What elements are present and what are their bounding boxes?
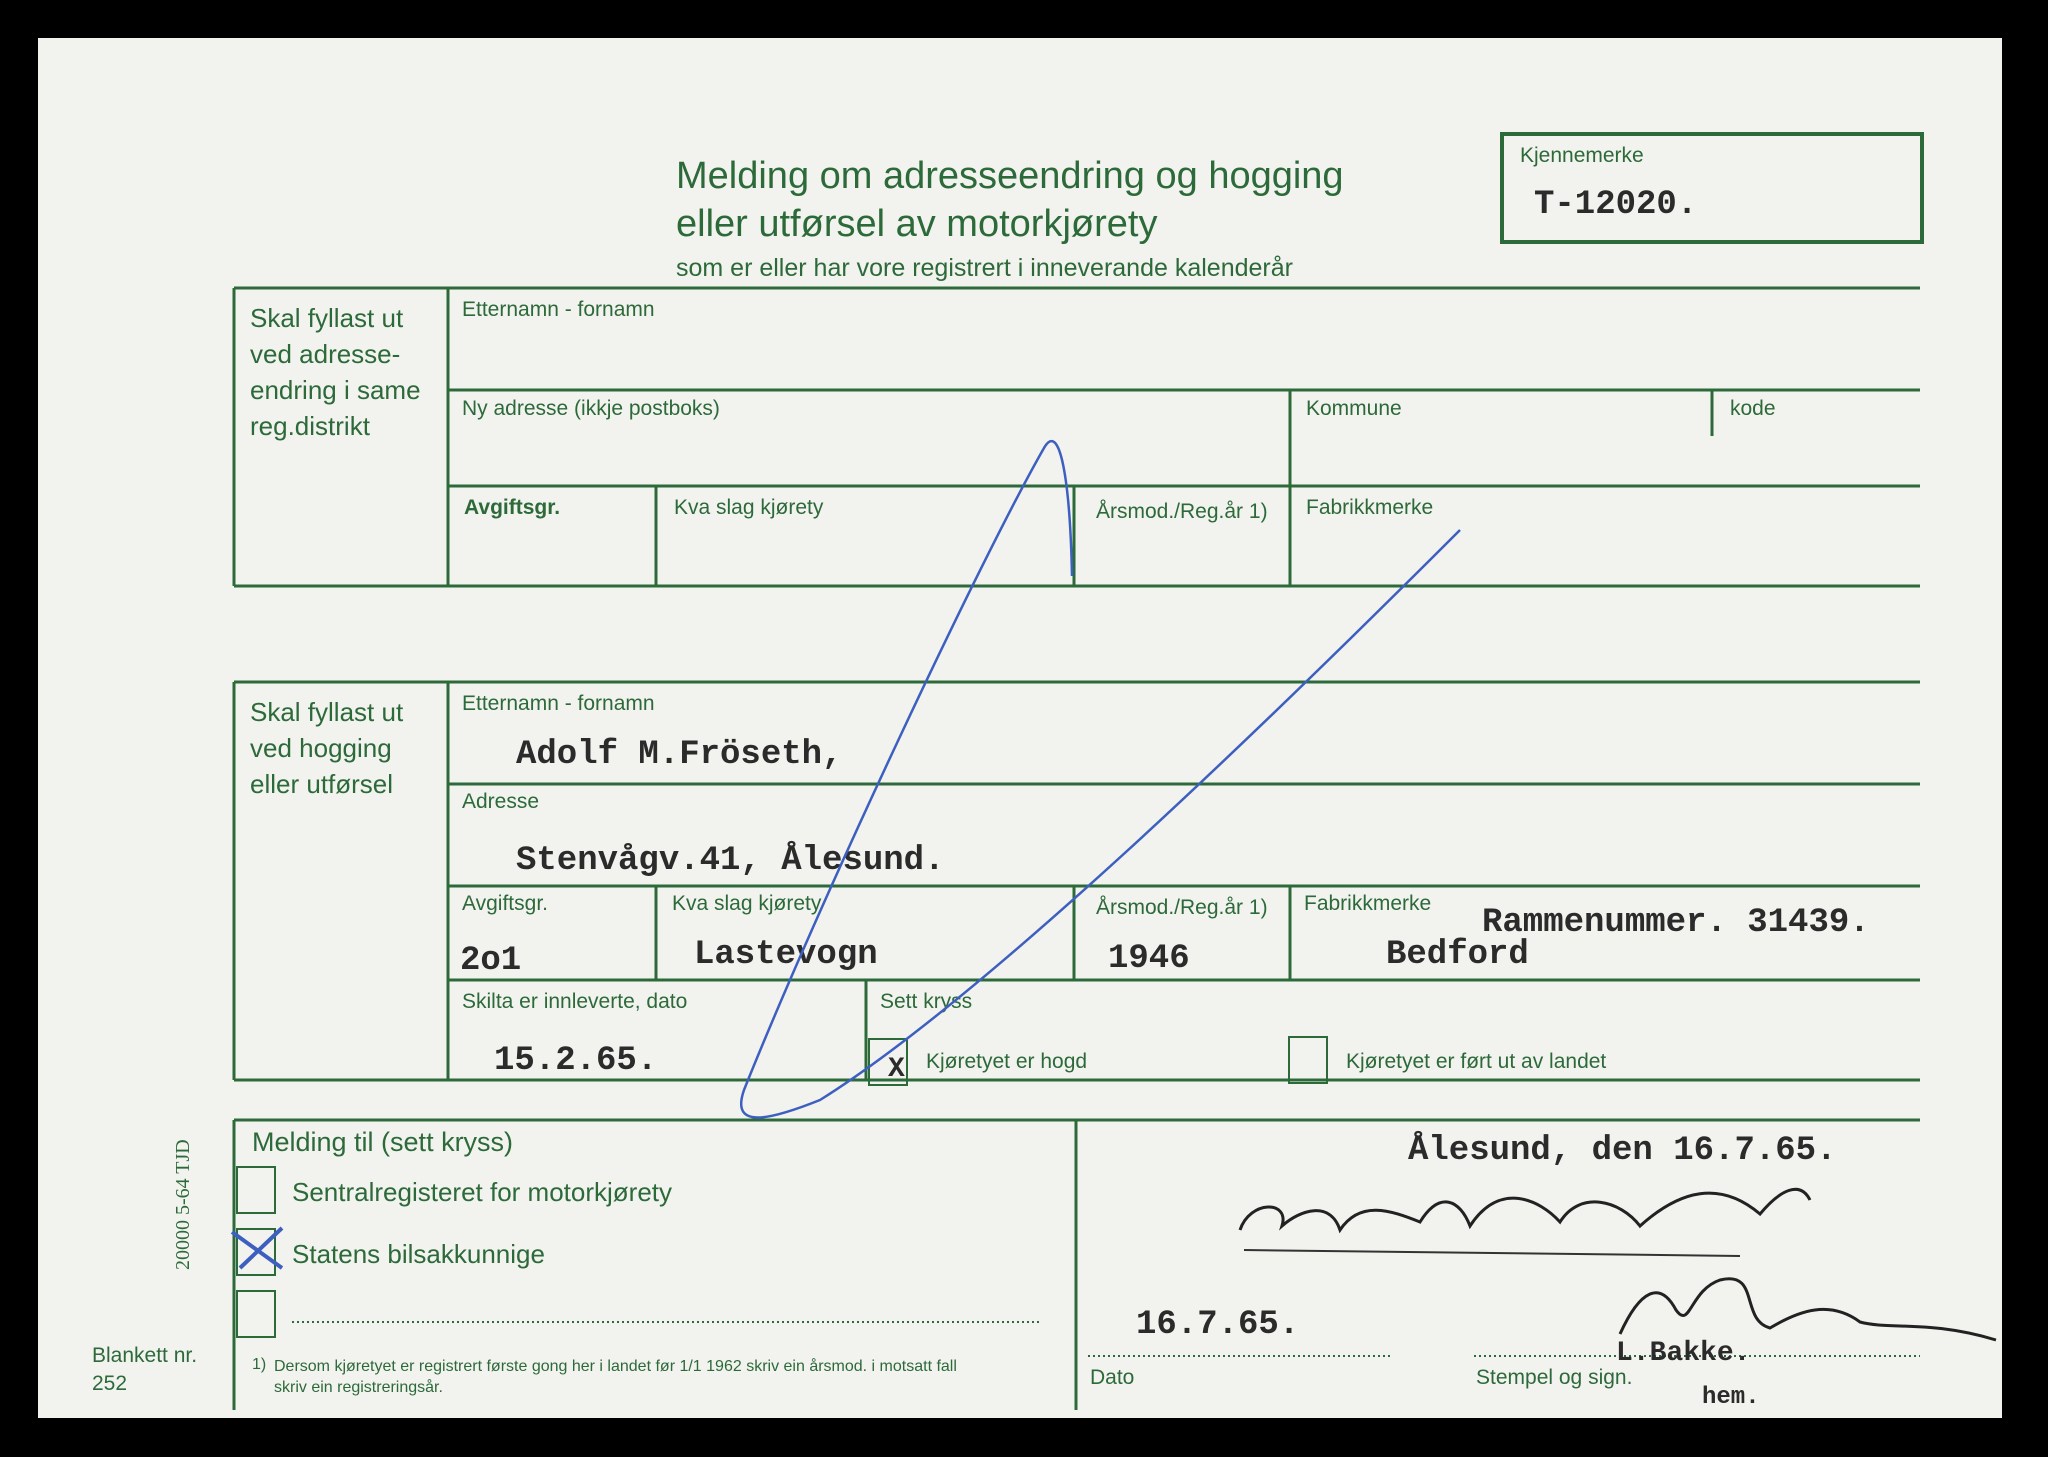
s2-utfort-label: Kjøretyet er ført ut av landet [1346,1050,1607,1073]
s1-fabrikkmerke-label: Fabrikkmerke [1306,496,1434,519]
title-line-2: eller utførsel av motorkjørety [676,203,1158,245]
title-line-1: Melding om adresseendring og hogging [676,155,1344,197]
blankett-nr: 252 [92,1372,128,1395]
kjennemerke-value: T-12020. [1534,186,1698,224]
s1-arsmod-label: Årsmod./Reg.år 1) [1096,500,1268,523]
kjennemerke-label: Kjennemerke [1520,144,1644,167]
signer-title: hem. [1702,1384,1760,1411]
opt2-label: Statens bilsakkunnige [292,1239,545,1269]
side-line: endring i same [250,375,421,405]
melding-til-label: Melding til (sett kryss) [252,1127,514,1157]
s2-arsmod-value: 1946 [1108,940,1190,978]
owner-signature [1240,1189,1810,1230]
place-date-value: Ålesund, den 16.7.65. [1408,1132,1837,1170]
s2-avgiftsgr-value: 2o1 [460,942,522,980]
s1-avgiftsgr-label: Avgiftsgr. [464,496,561,519]
opt1-label: Sentralregisteret for motorkjørety [292,1177,673,1207]
side-line: Skal fyllast ut [250,697,404,727]
s1-etternamn-label: Etternamn - fornamn [462,298,655,321]
form-subtitle: som er eller har vore registrert i inneverande kalenderår [676,254,1293,282]
s2-sett-kryss-label: Sett kryss [880,990,973,1013]
s2-fabrikkmerke-label: Fabrikkmerke [1304,892,1432,915]
s2-fabrikkmerke-value: Bedford [1386,936,1529,974]
s2-etternamn-label: Etternamn - fornamn [462,692,655,715]
side-line: Skal fyllast ut [250,303,404,333]
s2-kva-slag-label: Kva slag kjørety [672,892,822,915]
s2-skilta-label: Skilta er innleverte, dato [462,990,688,1013]
s1-kommune-label: Kommune [1306,397,1402,420]
side-line: ved adresse- [250,339,401,369]
s2-skilta-value: 15.2.65. [494,1042,658,1080]
s2-arsmod-label: Årsmod./Reg.år 1) [1096,896,1268,919]
dato-value: 16.7.65. [1136,1306,1300,1344]
s1-kode-label: kode [1730,397,1776,420]
side-line: eller utførsel [250,769,394,799]
statens-cross-mark [232,1228,282,1268]
dato-label: Dato [1090,1366,1135,1389]
blue-strike-line [741,441,1460,1117]
official-signature [1620,1279,1996,1340]
side-line: reg.distrikt [250,411,370,441]
footnote-marker: 1) [252,1356,267,1373]
s2-adresse-value: Stenvågv.41, Ålesund. [516,842,945,880]
stempel-label: Stempel og sign. [1476,1366,1633,1389]
side-line: ved hogging [250,733,392,763]
s2-avgiftsgr-label: Avgiftsgr. [462,892,548,915]
blankett-label: Blankett nr. [92,1344,198,1367]
s2-kva-slag-value: Lastevogn [694,936,878,974]
signer-name: L.Bakke. [1616,1338,1751,1369]
s1-kva-slag-label: Kva slag kjørety [674,496,824,519]
s1-ny-adresse-label: Ny adresse (ikkje postboks) [462,397,720,420]
print-code: 20000 5-64 TJD [172,1139,194,1270]
footnote-text: Dersom kjøretyet er registrert første gong her i landet før 1/1 1962 skriv ein årsmod. i motsatt fall skriv ein registreringsår. [274,1358,957,1396]
s2-hogd-label: Kjøretyet er hogd [926,1050,1088,1073]
s2-adresse-label: Adresse [462,790,540,813]
hogd-check-mark: X [888,1054,905,1085]
s2-rammenummer: Rammenummer. 31439. [1482,904,1870,942]
s2-etternamn-value: Adolf M.Fröseth, [516,736,843,774]
